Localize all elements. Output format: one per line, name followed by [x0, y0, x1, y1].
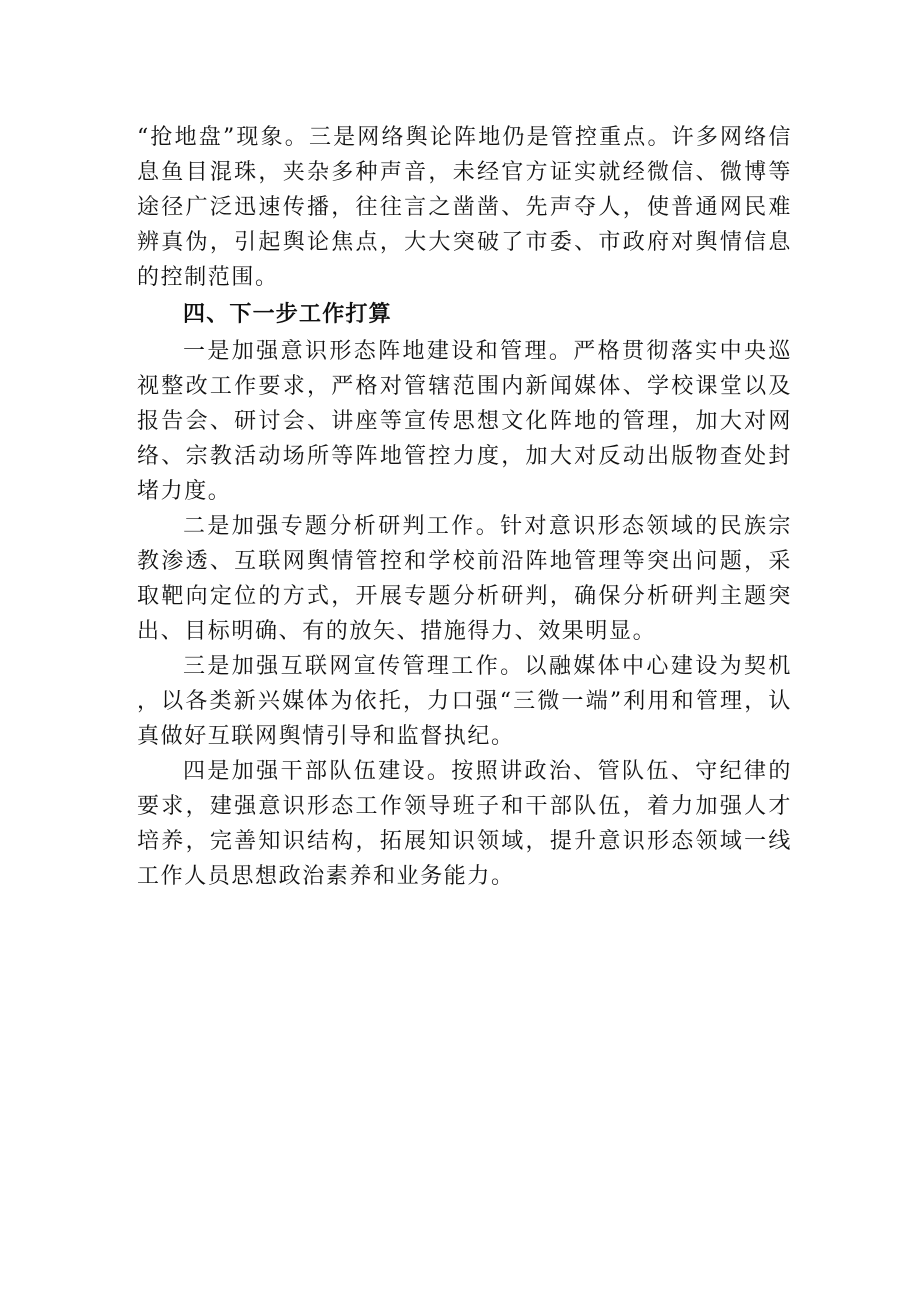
section-heading: 四、下一步工作打算	[183, 302, 392, 327]
paragraph-item-2: 二是加强专题分析研判工作。针对意识形态领域的民族宗教渗透、互联网舆情管控和学校前沿阵地管理等突出问题，采取靶向定位的方式，开展专题分析研判，确保分析研判主题突出、目标明确、有的放矢、措施得力、效果明显。	[137, 514, 792, 644]
document-body	[137, 120, 792, 894]
paragraph-item-3: 三是加强互联网宣传管理工作。以融媒体中心建设为契机，以各类新兴媒体为依托，力口强“三微一端”利用和管理，认真做好互联网舆情引导和监督执纪。	[137, 654, 792, 749]
paragraph-continuation: “抢地盘”现象。三是网络舆论阵地仍是管控重点。许多网络信息鱼目混珠，夹杂多种声音，未经官方证实就经微信、微博等途径广泛迅速传播，往往言之凿凿、先声夺人，使普通网民难辨真伪，引起舆论焦点，大大突破了市委、市政府对舆情信息的控制范围。	[137, 125, 792, 290]
paragraph-item-1: 一是加强意识形态阵地建设和管理。严格贯彻落实中央巡视整改工作要求，严格对管辖范围内新闻媒体、学校课堂以及报告会、研讨会、讲座等宣传思想文化阵地的管理，加大对网络、宗教活动场所等阵地管控力度，加大对反动出版物查处封堵力度。	[137, 339, 792, 504]
paragraph-item-4: 四是加强干部队伍建设。按照讲政治、管队伍、守纪律的要求，建强意识形态工作领导班子和干部队伍，着力加强人才培养，完善知识结构，拓展知识领域，提升意识形态领域一线工作人员思想政治素养和业务能力。	[137, 759, 792, 889]
